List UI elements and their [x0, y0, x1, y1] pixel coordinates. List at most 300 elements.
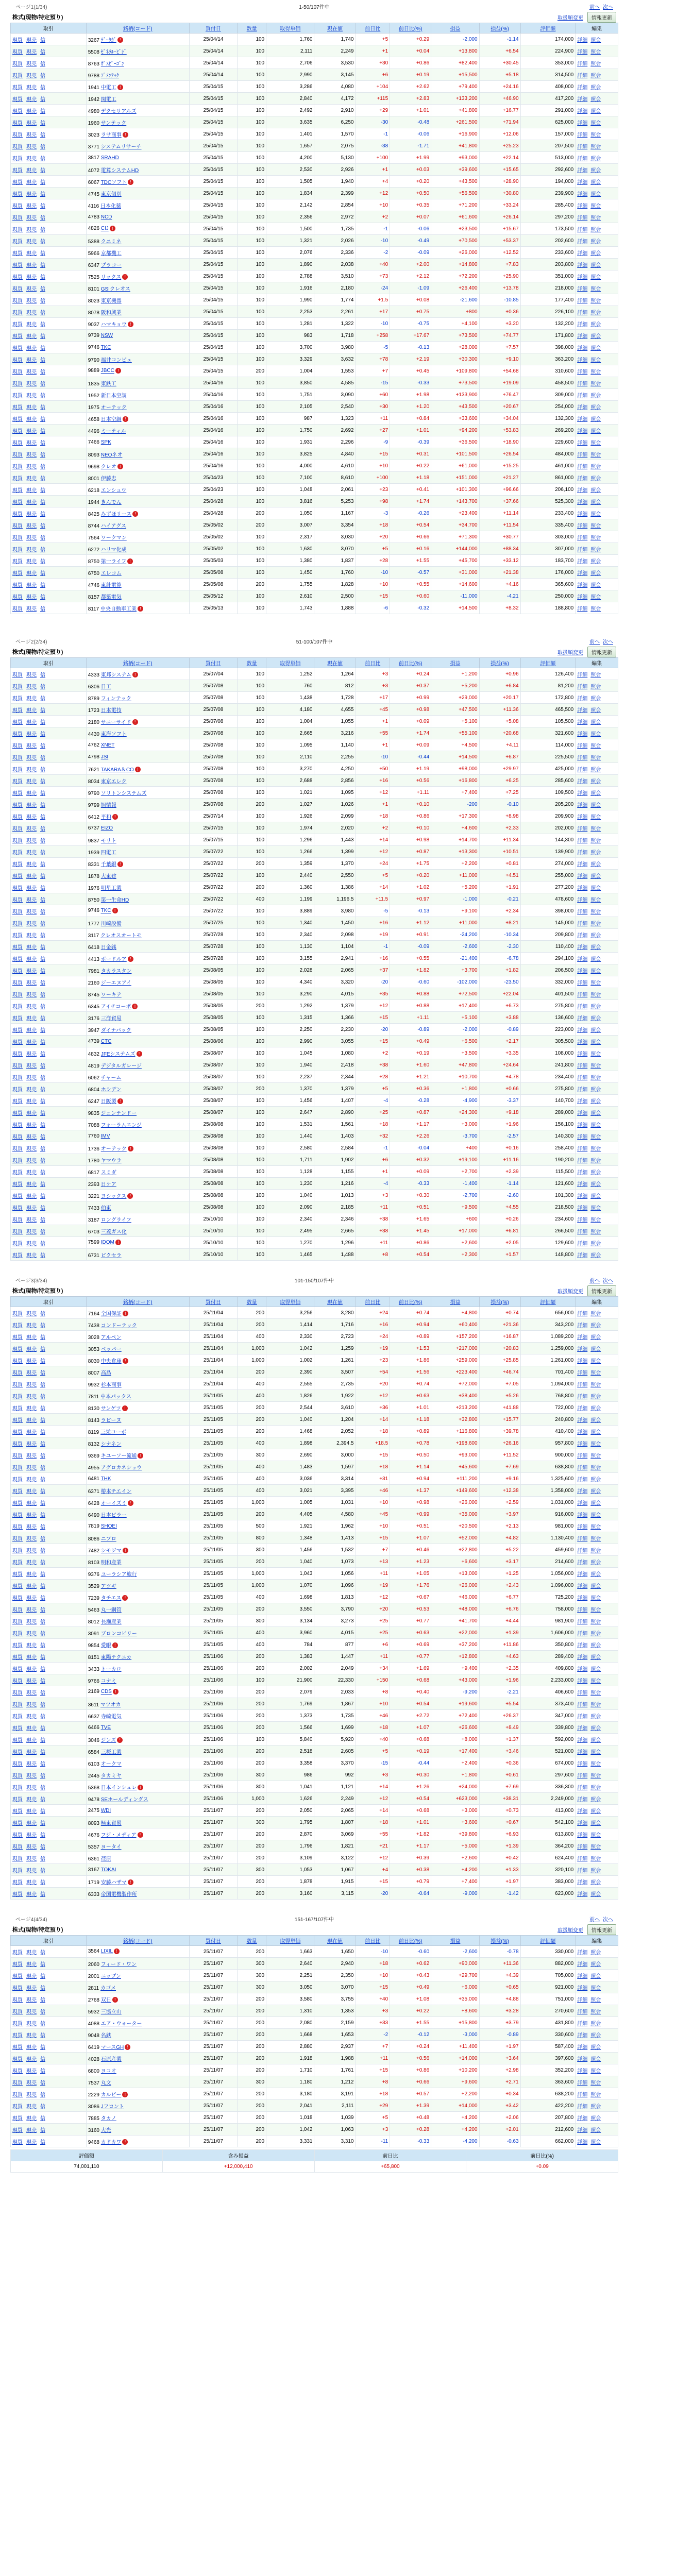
trade-action-link[interactable]: 信 [40, 1891, 45, 1897]
trade-action-link[interactable]: 現買 [12, 1642, 23, 1649]
row-link[interactable]: 詳細 [577, 1205, 588, 1211]
column-header[interactable]: 取得単価 [266, 1936, 314, 1946]
trade-action-link[interactable]: 現売 [26, 1417, 37, 1423]
row-link[interactable]: 詳細 [577, 345, 588, 351]
trade-action-link[interactable]: 現買 [12, 956, 23, 962]
column-header[interactable]: 現在値 [314, 1297, 356, 1307]
trade-action-link[interactable]: 現買 [12, 37, 23, 43]
column-header[interactable]: 数量 [238, 23, 266, 33]
row-link[interactable]: 詳細 [577, 968, 588, 974]
trade-action-link[interactable]: 現売 [26, 1170, 37, 1176]
trade-action-link[interactable]: 現売 [26, 345, 37, 351]
trade-action-link[interactable]: 信 [40, 1571, 45, 1578]
trade-action-link[interactable]: 現買 [12, 1500, 23, 1506]
row-link[interactable]: 照会 [590, 1146, 601, 1152]
trade-action-link[interactable]: 信 [40, 1808, 45, 1815]
stock-name-link[interactable]: Jフロント [100, 2104, 124, 2110]
stock-name-link[interactable]: 中本パックス [100, 1394, 131, 1400]
stock-name-link[interactable]: 日阪製 [100, 1098, 116, 1105]
trade-action-link[interactable]: 現買 [12, 707, 23, 714]
trade-action-link[interactable]: 現売 [26, 2044, 37, 2050]
column-header[interactable]: 取得単価 [266, 23, 314, 33]
trade-action-link[interactable]: 信 [40, 1027, 45, 1033]
row-link[interactable]: 詳細 [577, 369, 588, 375]
trade-action-link[interactable]: 信 [40, 286, 45, 292]
trade-action-link[interactable]: 現買 [12, 1879, 23, 1886]
trade-action-link[interactable]: 現売 [26, 1950, 37, 1956]
row-link[interactable]: 詳細 [577, 1666, 588, 1672]
stock-name-link[interactable]: デクセリアルズ [100, 108, 137, 114]
column-header[interactable]: 銘柄(コード) [86, 1297, 189, 1307]
row-link[interactable]: 詳細 [577, 84, 588, 91]
row-link[interactable]: 照会 [590, 1051, 601, 1057]
stock-name-link[interactable]: アグロカネショウ [100, 1465, 142, 1471]
stock-name-link[interactable]: IDOM [100, 1240, 114, 1246]
row-link[interactable]: 照会 [590, 1631, 601, 1637]
trade-action-link[interactable]: 現買 [12, 980, 23, 986]
trade-action-link[interactable]: 現買 [12, 167, 23, 174]
trade-action-link[interactable]: 現買 [12, 1749, 23, 1755]
stock-name-link[interactable]: サニーサイド [100, 719, 131, 725]
trade-action-link[interactable]: 現売 [26, 416, 37, 422]
trade-action-link[interactable]: 信 [40, 1773, 45, 1779]
trade-action-link[interactable]: 信 [40, 1358, 45, 1364]
stock-name-link[interactable]: SEホールディングス [100, 1797, 148, 1803]
row-link[interactable]: 詳細 [577, 684, 588, 690]
trade-action-link[interactable]: 現買 [12, 535, 23, 541]
trade-action-link[interactable]: 現売 [26, 1832, 37, 1838]
trade-action-link[interactable]: 信 [40, 357, 45, 363]
stock-name-link[interactable]: ボードルア [100, 956, 127, 962]
column-header[interactable]: 買付日 [189, 1297, 237, 1307]
stock-name-link[interactable]: ﾌﾟﾒﾝﾃｯｸ [100, 73, 119, 79]
trade-action-link[interactable]: 現買 [12, 1891, 23, 1897]
trade-action-link[interactable]: 信 [40, 440, 45, 446]
row-link[interactable]: 照会 [590, 37, 601, 43]
row-link[interactable]: 詳細 [577, 1642, 588, 1649]
row-link[interactable]: 照会 [590, 321, 601, 328]
trade-action-link[interactable]: 信 [40, 274, 45, 280]
trade-action-link[interactable]: 現売 [26, 535, 37, 541]
row-link[interactable]: 詳細 [577, 672, 588, 678]
row-link[interactable]: 詳細 [577, 2044, 588, 2050]
trade-action-link[interactable]: 現売 [26, 487, 37, 494]
column-header[interactable]: 数量 [238, 1297, 266, 1307]
row-link[interactable]: 照会 [590, 767, 601, 773]
row-link[interactable]: 詳細 [577, 1737, 588, 1743]
row-link[interactable]: 照会 [590, 1217, 601, 1223]
trade-action-link[interactable]: 現売 [26, 1879, 37, 1886]
row-link[interactable]: 照会 [590, 535, 601, 541]
trade-action-link[interactable]: 現売 [26, 1477, 37, 1483]
trade-action-link[interactable]: 現買 [12, 1856, 23, 1862]
row-link[interactable]: 詳細 [577, 1548, 588, 1554]
column-header[interactable]: 銘柄(コード) [86, 658, 189, 668]
trade-action-link[interactable]: 現売 [26, 1063, 37, 1069]
trade-action-link[interactable]: 現買 [12, 2104, 23, 2110]
trade-action-link[interactable]: 信 [40, 487, 45, 494]
row-link[interactable]: 照会 [590, 1252, 601, 1259]
trade-action-link[interactable]: 現売 [26, 1311, 37, 1317]
trade-action-link[interactable]: 現買 [12, 1465, 23, 1471]
row-link[interactable]: 照会 [590, 1477, 601, 1483]
trade-action-link[interactable]: 信 [40, 933, 45, 939]
trade-action-link[interactable]: 信 [40, 570, 45, 577]
trade-action-link[interactable]: 現売 [26, 838, 37, 844]
stock-name-link[interactable]: カゴメ [100, 1985, 116, 1991]
stock-name-link[interactable]: 第一ライフ [100, 558, 127, 565]
row-link[interactable]: 詳細 [577, 1382, 588, 1388]
trade-action-link[interactable]: 現買 [12, 1725, 23, 1732]
row-link[interactable]: 詳細 [577, 921, 588, 927]
trade-action-link[interactable]: 現売 [26, 1678, 37, 1684]
row-link[interactable]: 詳細 [577, 1702, 588, 1708]
trade-action-link[interactable]: 現買 [12, 1405, 23, 1412]
row-link[interactable]: 詳細 [577, 179, 588, 185]
stock-name-link[interactable]: ペッパー [100, 1346, 122, 1352]
stock-name-link[interactable]: ニプロ [100, 1536, 116, 1542]
column-header[interactable]: 評価額 [520, 1936, 576, 1946]
trade-action-link[interactable]: 現買 [12, 992, 23, 998]
trade-action-link[interactable]: 現買 [12, 2127, 23, 2133]
stock-name-link[interactable]: NCD [100, 214, 112, 220]
stock-name-link[interactable]: 丸文 [100, 2080, 111, 2086]
trade-action-link[interactable]: 現売 [26, 696, 37, 702]
trade-action-link[interactable]: 現買 [12, 684, 23, 690]
trade-action-link[interactable]: 現買 [12, 120, 23, 126]
row-link[interactable]: 詳細 [577, 203, 588, 209]
trade-action-link[interactable]: 信 [40, 743, 45, 749]
stock-name-link[interactable]: JBCC [100, 368, 114, 374]
stock-name-link[interactable]: オーイズミ [100, 1500, 127, 1506]
stock-name-link[interactable]: クニミネ [100, 239, 122, 245]
row-link[interactable]: 詳細 [577, 992, 588, 998]
trade-action-link[interactable]: 信 [40, 1394, 45, 1400]
trade-action-link[interactable]: 現買 [12, 1441, 23, 1447]
row-link[interactable]: 詳細 [577, 1678, 588, 1684]
row-link[interactable]: 詳細 [577, 1997, 588, 2003]
trade-action-link[interactable]: 信 [40, 1051, 45, 1057]
column-header[interactable]: 損益 [431, 1936, 479, 1946]
trade-action-link[interactable]: 現買 [12, 156, 23, 162]
stock-name-link[interactable]: リックス [100, 274, 122, 280]
trade-action-link[interactable]: 現買 [12, 968, 23, 974]
stock-name-link[interactable]: 千葉銀 [100, 861, 116, 868]
trade-action-link[interactable]: 現売 [26, 440, 37, 446]
stock-name-link[interactable]: オーテック [100, 1146, 127, 1152]
trade-action-link[interactable]: 現買 [12, 1051, 23, 1057]
stock-name-link[interactable]: アルペン [100, 1334, 122, 1341]
trade-action-link[interactable]: 現買 [12, 1146, 23, 1152]
trade-action-link[interactable]: 信 [40, 1110, 45, 1116]
row-link[interactable]: 詳細 [577, 49, 588, 55]
row-link[interactable]: 照会 [590, 464, 601, 470]
stock-name-link[interactable]: タチエス [100, 1595, 122, 1601]
trade-action-link[interactable]: 現売 [26, 298, 37, 304]
row-link[interactable]: 照会 [590, 345, 601, 351]
trade-action-link[interactable]: 信 [40, 1560, 45, 1566]
trade-action-link[interactable]: 現売 [26, 310, 37, 316]
row-link[interactable]: 照会 [590, 1500, 601, 1506]
trade-action-link[interactable]: 現買 [12, 1714, 23, 1720]
trade-action-link[interactable]: 現買 [12, 191, 23, 197]
row-link[interactable]: 詳細 [577, 1607, 588, 1613]
trade-action-link[interactable]: 現買 [12, 1973, 23, 1979]
row-link[interactable]: 照会 [590, 2021, 601, 2027]
refresh-button[interactable]: 情報更新 [587, 12, 616, 23]
trade-action-link[interactable]: 現売 [26, 1370, 37, 1376]
trade-action-link[interactable]: 現買 [12, 1737, 23, 1743]
stock-name-link[interactable]: SPK [100, 439, 111, 445]
trade-action-link[interactable]: 現売 [26, 1334, 37, 1341]
column-header[interactable]: 前日比(%) [390, 1297, 431, 1307]
row-link[interactable]: 照会 [590, 1134, 601, 1140]
trade-action-link[interactable]: 現買 [12, 1346, 23, 1352]
row-link[interactable]: 照会 [590, 1358, 601, 1364]
row-link[interactable]: 詳細 [577, 1334, 588, 1341]
stock-name-link[interactable]: エレコム [100, 570, 122, 577]
row-link[interactable]: 照会 [590, 1773, 601, 1779]
trade-action-link[interactable]: 現買 [12, 933, 23, 939]
row-link[interactable]: 詳細 [577, 1631, 588, 1637]
row-link[interactable]: 照会 [590, 357, 601, 363]
column-header[interactable]: 買付日 [189, 23, 237, 33]
stock-name-link[interactable]: 双日 [100, 1997, 111, 2003]
row-link[interactable]: 照会 [590, 1832, 601, 1838]
trade-action-link[interactable]: 信 [40, 1950, 45, 1956]
row-link[interactable]: 詳細 [577, 1146, 588, 1152]
trade-action-link[interactable]: 現売 [26, 49, 37, 55]
row-link[interactable]: 詳細 [577, 416, 588, 422]
row-link[interactable]: 詳細 [577, 1429, 588, 1435]
row-link[interactable]: 詳細 [577, 1252, 588, 1259]
trade-action-link[interactable]: 信 [40, 2115, 45, 2122]
row-link[interactable]: 詳細 [577, 333, 588, 340]
trade-action-link[interactable]: 信 [40, 1334, 45, 1341]
row-link[interactable]: 詳細 [577, 1820, 588, 1826]
column-header[interactable]: 損益(%) [479, 1936, 520, 1946]
trade-action-link[interactable]: 現買 [12, 1217, 23, 1223]
trade-action-link[interactable]: 現売 [26, 1110, 37, 1116]
trade-action-link[interactable]: 現買 [12, 523, 23, 529]
trade-action-link[interactable]: 現買 [12, 464, 23, 470]
trade-action-link[interactable]: 現買 [12, 1015, 23, 1022]
trade-action-link[interactable]: 信 [40, 345, 45, 351]
row-link[interactable]: 照会 [590, 298, 601, 304]
trade-action-link[interactable]: 信 [40, 1429, 45, 1435]
trade-action-link[interactable]: 信 [40, 1323, 45, 1329]
trade-action-link[interactable]: 現売 [26, 1051, 37, 1057]
trade-action-link[interactable]: 信 [40, 1181, 45, 1188]
trade-action-link[interactable]: 現売 [26, 1631, 37, 1637]
row-link[interactable]: 詳細 [577, 696, 588, 702]
row-link[interactable]: 照会 [590, 487, 601, 494]
trade-action-link[interactable]: 信 [40, 179, 45, 185]
stock-name-link[interactable]: きんでん [100, 499, 122, 505]
row-link[interactable]: 照会 [590, 719, 601, 725]
trade-action-link[interactable]: 現買 [12, 1488, 23, 1495]
stock-name-link[interactable]: ワークマン [100, 535, 127, 541]
row-link[interactable]: 詳細 [577, 1950, 588, 1956]
trade-action-link[interactable]: 現買 [12, 1122, 23, 1128]
trade-action-link[interactable]: 現買 [12, 49, 23, 55]
row-link[interactable]: 詳細 [577, 2009, 588, 2015]
trade-action-link[interactable]: 信 [40, 1548, 45, 1554]
stock-name-link[interactable]: 東邦システム [100, 672, 131, 678]
row-link[interactable]: 詳細 [577, 1370, 588, 1376]
trade-action-link[interactable]: 現買 [12, 1110, 23, 1116]
trade-action-link[interactable]: 信 [40, 2044, 45, 2050]
trade-action-link[interactable]: 現買 [12, 499, 23, 505]
trade-action-link[interactable]: 現売 [26, 980, 37, 986]
row-link[interactable]: 詳細 [577, 933, 588, 939]
row-link[interactable]: 詳細 [577, 582, 588, 588]
stock-name-link[interactable]: ヤマウラ [100, 1158, 122, 1164]
trade-action-link[interactable]: 現買 [12, 286, 23, 292]
stock-name-link[interactable]: タカミヤ [100, 1773, 122, 1779]
trade-action-link[interactable]: 現売 [26, 897, 37, 903]
trade-action-link[interactable]: 現売 [26, 215, 37, 221]
trade-action-link[interactable]: 現売 [26, 108, 37, 114]
row-link[interactable]: 照会 [590, 826, 601, 832]
row-link[interactable]: 詳細 [577, 1229, 588, 1235]
row-link[interactable]: 照会 [590, 2068, 601, 2074]
next-link[interactable]: 次へ [603, 5, 613, 10]
trade-action-link[interactable]: 信 [40, 2092, 45, 2098]
row-link[interactable]: 詳細 [577, 1358, 588, 1364]
trade-action-link[interactable]: 現買 [12, 1961, 23, 1968]
trade-action-link[interactable]: 現買 [12, 1666, 23, 1672]
trade-action-link[interactable]: 現売 [26, 61, 37, 67]
stock-name-link[interactable]: 中央自動車工業 [100, 606, 137, 612]
trade-action-link[interactable]: 現売 [26, 1394, 37, 1400]
trade-action-link[interactable]: 現買 [12, 755, 23, 761]
trade-action-link[interactable]: 信 [40, 885, 45, 891]
column-header[interactable]: 前日比 [356, 1297, 390, 1307]
trade-action-link[interactable]: 現売 [26, 1797, 37, 1803]
row-link[interactable]: 照会 [590, 2139, 601, 2145]
stock-name-link[interactable]: 名鉄 [100, 2032, 111, 2039]
column-header[interactable]: 銘柄(コード) [86, 23, 189, 33]
row-link[interactable]: 照会 [590, 873, 601, 879]
trade-action-link[interactable]: 現買 [12, 1985, 23, 1991]
row-link[interactable]: 詳細 [577, 2021, 588, 2027]
trade-action-link[interactable]: 信 [40, 250, 45, 257]
row-link[interactable]: 詳細 [577, 873, 588, 879]
stock-name-link[interactable]: ハイアグス [100, 523, 127, 529]
trade-action-link[interactable]: 現買 [12, 203, 23, 209]
row-link[interactable]: 照会 [590, 2056, 601, 2062]
row-link[interactable]: 照会 [590, 1027, 601, 1033]
stock-name-link[interactable]: ジンズ [100, 1737, 116, 1743]
stock-name-link[interactable]: 福井コンピュ [100, 357, 132, 363]
trade-action-link[interactable]: 現売 [26, 84, 37, 91]
trade-action-link[interactable]: 現売 [26, 1039, 37, 1045]
row-link[interactable]: 照会 [590, 2009, 601, 2015]
trade-action-link[interactable]: 現買 [12, 333, 23, 340]
row-link[interactable]: 詳細 [577, 1488, 588, 1495]
trade-action-link[interactable]: 現売 [26, 1785, 37, 1791]
refresh-button[interactable]: 情報更新 [587, 1924, 616, 1935]
trade-action-link[interactable]: 現買 [12, 1820, 23, 1826]
trade-action-link[interactable]: 信 [40, 2021, 45, 2027]
row-link[interactable]: 詳細 [577, 1985, 588, 1991]
prev-link[interactable]: 前へ [589, 5, 600, 10]
row-link[interactable]: 照会 [590, 1524, 601, 1530]
trade-action-link[interactable]: 現買 [12, 814, 23, 820]
stock-name-link[interactable]: 日金銭 [100, 944, 116, 951]
row-link[interactable]: 照会 [590, 790, 601, 796]
row-link[interactable]: 詳細 [577, 464, 588, 470]
row-link[interactable]: 照会 [590, 1122, 601, 1128]
trade-action-link[interactable]: 信 [40, 1500, 45, 1506]
row-link[interactable]: 詳細 [577, 215, 588, 221]
stock-name-link[interactable]: 三菱ガス化 [100, 1229, 127, 1235]
stock-name-link[interactable]: 日本化薬 [100, 203, 121, 209]
row-link[interactable]: 詳細 [577, 393, 588, 399]
trade-action-link[interactable]: 現売 [26, 1619, 37, 1625]
trade-action-link[interactable]: 信 [40, 1820, 45, 1826]
trade-action-link[interactable]: 現売 [26, 743, 37, 749]
trade-action-link[interactable]: 現買 [12, 1560, 23, 1566]
trade-action-link[interactable]: 信 [40, 369, 45, 375]
stock-name-link[interactable]: 東京エレク [100, 778, 127, 785]
row-link[interactable]: 詳細 [577, 2080, 588, 2086]
column-header[interactable]: 前日比(%) [390, 1936, 431, 1946]
column-header[interactable]: 損益(%) [479, 658, 520, 668]
row-link[interactable]: 照会 [590, 156, 601, 162]
trade-action-link[interactable]: 信 [40, 1146, 45, 1152]
stock-name-link[interactable]: 関電工 [100, 96, 116, 103]
trade-action-link[interactable]: 信 [40, 1488, 45, 1495]
trade-action-link[interactable]: 現買 [12, 1607, 23, 1613]
row-link[interactable]: 詳細 [577, 1346, 588, 1352]
next-link[interactable]: 次へ [603, 1278, 613, 1284]
trade-action-link[interactable]: 現買 [12, 594, 23, 600]
stock-name-link[interactable]: クレオスオートモ [100, 933, 142, 939]
trade-action-link[interactable]: 現売 [26, 511, 37, 517]
trade-action-link[interactable]: 信 [40, 393, 45, 399]
trade-action-link[interactable]: 現買 [12, 393, 23, 399]
column-header[interactable]: 前日比 [356, 658, 390, 668]
trade-action-link[interactable]: 信 [40, 191, 45, 197]
trade-action-link[interactable]: 現売 [26, 1856, 37, 1862]
trade-action-link[interactable]: 現売 [26, 1985, 37, 1991]
row-link[interactable]: 詳細 [577, 499, 588, 505]
trade-action-link[interactable]: 信 [40, 873, 45, 879]
trade-action-link[interactable]: 現買 [12, 1477, 23, 1483]
row-link[interactable]: 照会 [590, 440, 601, 446]
row-link[interactable]: 詳細 [577, 802, 588, 808]
trade-action-link[interactable]: 現買 [12, 1429, 23, 1435]
row-link[interactable]: 詳細 [577, 570, 588, 577]
trade-action-link[interactable]: 現売 [26, 179, 37, 185]
trade-action-link[interactable]: 現買 [12, 357, 23, 363]
trade-action-link[interactable]: 現買 [12, 1370, 23, 1376]
row-link[interactable]: 詳細 [577, 767, 588, 773]
trade-action-link[interactable]: 信 [40, 1477, 45, 1483]
row-link[interactable]: 照会 [590, 2115, 601, 2122]
trade-action-link[interactable]: 信 [40, 672, 45, 678]
stock-name-link[interactable]: 石原産業 [100, 2056, 122, 2062]
row-link[interactable]: 詳細 [577, 707, 588, 714]
stock-name-link[interactable]: クレオ [100, 464, 116, 470]
row-link[interactable]: 詳細 [577, 120, 588, 126]
stock-name-link[interactable]: 日ケア [100, 1181, 116, 1188]
row-link[interactable]: 詳細 [577, 861, 588, 868]
trade-action-link[interactable]: 現売 [26, 956, 37, 962]
row-link[interactable]: 照会 [590, 1039, 601, 1045]
